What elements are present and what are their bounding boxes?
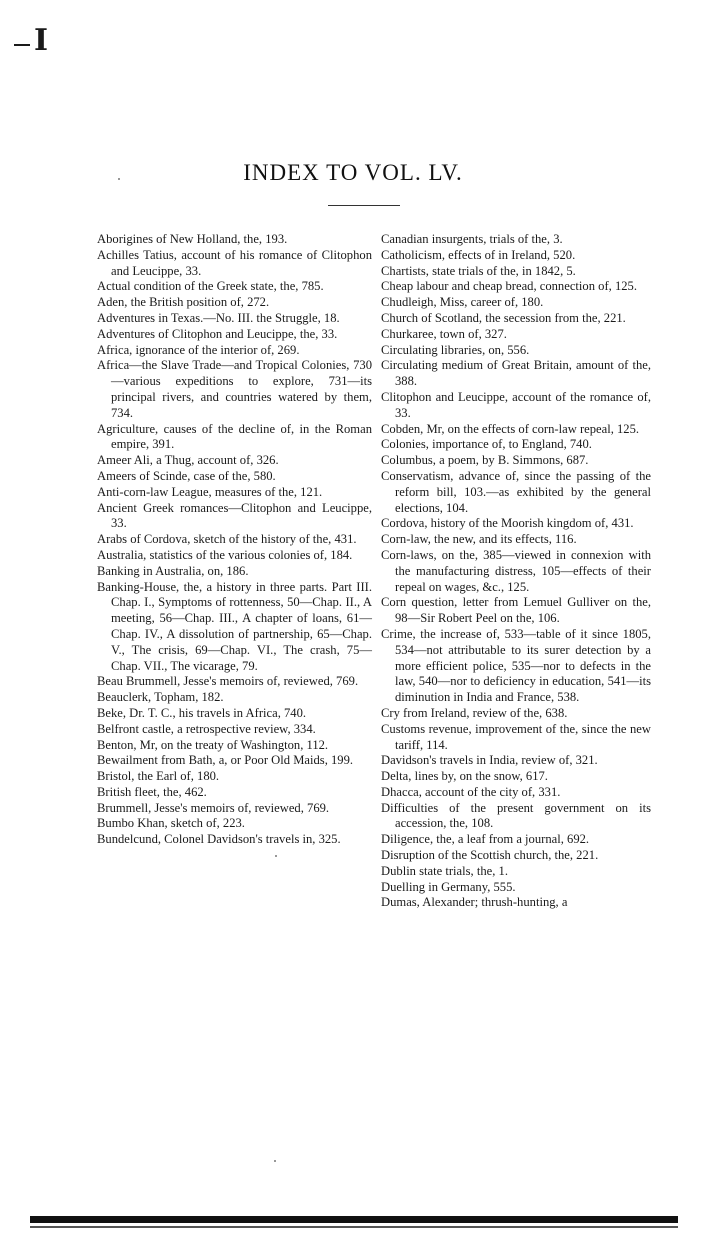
index-entry: Anti-corn-law League, measures of the, 121.	[97, 484, 323, 499]
print-speck	[275, 855, 277, 857]
index-entry: Brummell, Jesse's memoirs of, reviewed, 769.	[97, 800, 330, 815]
index-entry: Chartists, state trials of the, in 1842, 5.	[381, 263, 576, 278]
print-speck	[118, 178, 120, 180]
index-entry: Customs revenue, improvement of the, since the new tariff, 114.	[381, 721, 651, 752]
index-entry: Churkaree, town of, 327.	[381, 326, 507, 341]
index-entry: Ameers of Scinde, case of the, 580.	[97, 468, 276, 483]
index-right-column	[381, 232, 651, 911]
index-entry: Church of Scotland, the secession from the, 221.	[381, 310, 626, 325]
index-entry: Cordova, history of the Moorish kingdom of, 431.	[381, 516, 634, 531]
index-entry: Bundelcund, Colonel Davidson's travels in, 325.	[97, 832, 341, 847]
index-entry: Davidson's travels in India, review of, 321.	[381, 753, 598, 768]
index-entry: Africa, ignorance of the interior of, 269.	[97, 342, 300, 357]
index-entry: Banking in Australia, on, 186.	[97, 563, 249, 578]
index-entry: Actual condition of the Greek state, the, 785.	[97, 279, 324, 294]
index-entry: Adventures in Texas.—No. III. the Struggle, 18.	[97, 310, 340, 325]
index-entry: Circulating medium of Great Britain, amount of the, 388.	[381, 358, 651, 389]
index-entry: Bewailment from Bath, a, or Poor Old Maids, 199.	[97, 753, 354, 768]
index-entry: Crime, the increase of, 533—table of it since 1805, 534—not attributable to its surer detection by a more efficient police, 535—nor to defects in the law, 540—nor to deficiency in education, 541—its diminution in India and France, 538.	[381, 626, 651, 705]
index-entry: Corn-laws, on the, 385—viewed in connexion with the manufacturing distress, 105—effects of their repeal on wages, &c., 125.	[381, 547, 651, 594]
index-entry: Beau Brummell, Jesse's memoirs of, reviewed, 769.	[97, 674, 359, 689]
index-entry: Agriculture, causes of the decline of, in the Roman empire, 391.	[97, 421, 372, 452]
index-entry: Duelling in Germany, 555.	[381, 879, 516, 894]
index-entry: Dhacca, account of the city of, 331.	[381, 784, 561, 799]
title-divider	[328, 205, 400, 206]
index-entry: Diligence, the, a leaf from a journal, 692.	[381, 832, 590, 847]
index-entry: Aden, the British position of, 272.	[97, 295, 270, 310]
index-entry: Chudleigh, Miss, career of, 180.	[381, 295, 544, 310]
index-entry: Dumas, Alexander; thrush-hunting, a	[381, 895, 568, 910]
index-entry: Bumbo Khan, sketch of, 223.	[97, 816, 245, 831]
index-entry: Belfront castle, a retrospective review, 334.	[97, 721, 316, 736]
index-entry: Africa—the Slave Trade—and Tropical Colonies, 730—various expeditions to explore, 731—its principal rivers, and countries watered by them, 734.	[97, 358, 372, 420]
index-entry: Disruption of the Scottish church, the, 221.	[381, 848, 599, 863]
bottom-border-thin	[30, 1226, 678, 1228]
index-entry: Arabs of Cordova, sketch of the history of the, 431.	[97, 532, 357, 547]
index-entry: Australia, statistics of the various colonies of, 184.	[97, 547, 353, 562]
index-entry: Corn question, letter from Lemuel Gulliver on the, 98—Sir Robert Peel on the, 106.	[381, 595, 651, 626]
index-entry: Clitophon and Leucippe, account of the romance of, 33.	[381, 389, 651, 420]
index-entry: British fleet, the, 462.	[97, 784, 207, 799]
index-entry: Ameer Ali, a Thug, account of, 326.	[97, 453, 279, 468]
index-entry: Beke, Dr. T. C., his travels in Africa, 740.	[97, 705, 307, 720]
index-entry: Aborigines of New Holland, the, 193.	[97, 232, 288, 246]
bottom-border	[30, 1216, 678, 1223]
index-entry: Cobden, Mr, on the effects of corn-law repeal, 125.	[381, 421, 640, 436]
corner-mark: I	[34, 23, 49, 58]
index-entry: Beauclerk, Topham, 182.	[97, 690, 224, 705]
index-entry: Corn-law, the new, and its effects, 116.	[381, 532, 577, 547]
index-entry: Colonies, importance of, to England, 740.	[381, 437, 592, 452]
corner-dash	[14, 44, 30, 46]
index-entry: Bristol, the Earl of, 180.	[97, 769, 220, 784]
page-title: INDEX TO VOL. LV.	[243, 160, 463, 185]
index-entry: Ancient Greek romances—Clitophon and Leucippe, 33.	[97, 500, 372, 531]
index-entry: Columbus, a poem, by B. Simmons, 687.	[381, 453, 589, 468]
index-entry: Circulating libraries, on, 556.	[381, 342, 530, 357]
index-entry: Cry from Ireland, review of the, 638.	[381, 705, 568, 720]
index-left-column	[97, 232, 372, 848]
index-entry: Banking-House, the, a history in three parts. Part III. Chap. I., Symptoms of rottenness, 50—Chap. II., A meeting, 56—Chap. III., A chapter of loans, 61—Chap. IV., A dissolution of partnership, 65—Chap. V., The crisis, 69—Chap. VI., The crash, 75—Chap. VII., The vicarage, 79.	[97, 579, 372, 673]
index-entry: Cheap labour and cheap bread, connection of, 125.	[381, 279, 637, 294]
index-entry: Achilles Tatius, account of his romance of Clitophon and Leucippe, 33.	[97, 247, 372, 278]
index-entry: Catholicism, effects of in Ireland, 520.	[381, 247, 576, 262]
index-entry: Difficulties of the present government on its accession, the, 108.	[381, 800, 651, 831]
index-entry: Delta, lines by, on the snow, 617.	[381, 769, 548, 784]
index-entry: Canadian insurgents, trials of the, 3.	[381, 232, 563, 246]
index-entry: Benton, Mr, on the treaty of Washington, 112.	[97, 737, 329, 752]
print-speck	[274, 1160, 276, 1162]
index-entry: Adventures of Clitophon and Leucippe, the, 33.	[97, 326, 338, 341]
index-entry: Dublin state trials, the, 1.	[381, 863, 508, 878]
index-entry: Conservatism, advance of, since the passing of the reform bill, 103.—as exhibited by the general elections, 104.	[381, 468, 651, 515]
